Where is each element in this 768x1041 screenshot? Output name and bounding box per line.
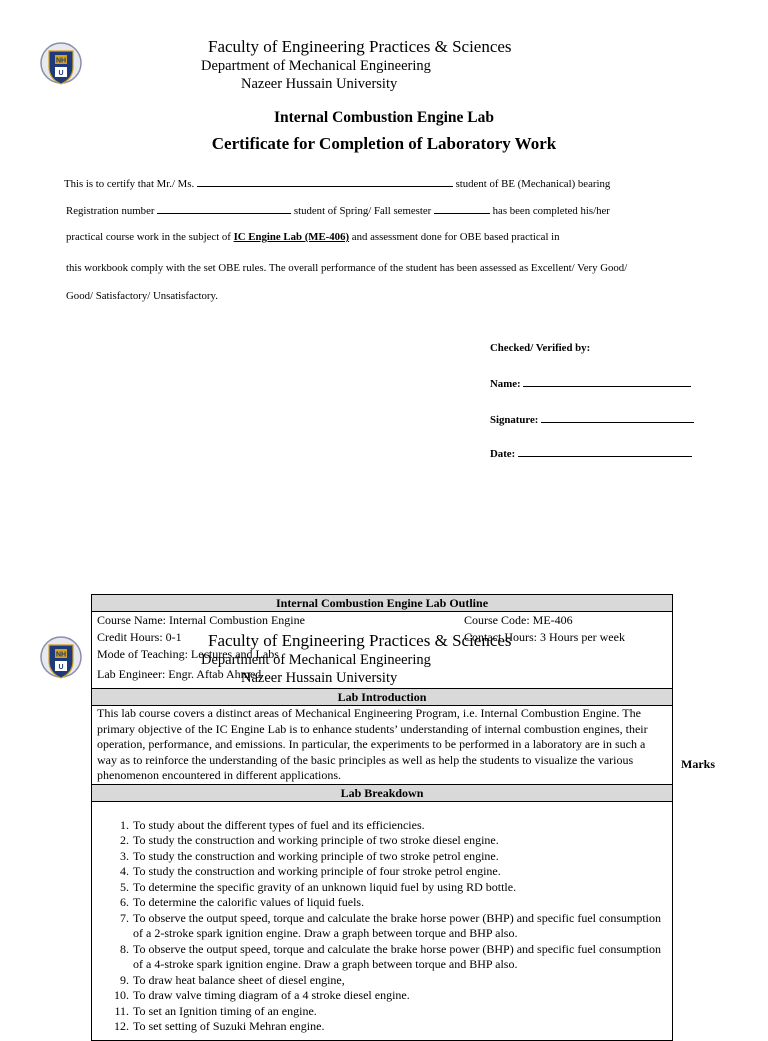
breakdown-item bbox=[114, 942, 664, 973]
lab-title: Internal Combustion Engine Lab bbox=[273, 109, 495, 126]
date-field-row bbox=[490, 447, 692, 460]
breakdown-item-number: 10. bbox=[114, 988, 129, 1002]
certificate-line-5: Good/ Satisfactory/ Unsatisfactory. bbox=[66, 290, 218, 302]
name-blank bbox=[523, 377, 691, 387]
semester-blank bbox=[434, 204, 490, 214]
svg-text:NH: NH bbox=[55, 651, 67, 659]
cert-text: This is to certify that Mr./ Ms. bbox=[64, 178, 195, 190]
signature-label: Signature: bbox=[490, 414, 539, 426]
breakdown-item-text: To observe the output speed, torque and calculate the brake horse power (BHP) and specific fuel consumption of a 4-stroke spark ignition engine. Draw a graph between torque and BHP also. bbox=[133, 941, 661, 971]
marks-label: Marks bbox=[681, 757, 715, 771]
cert-text: and assessment done for OBE based practical in bbox=[351, 231, 560, 243]
lab-engineer: Lab Engineer: Engr. Aftab Ahmed bbox=[97, 667, 262, 681]
course-name: Course Name: Internal Combustion Engine bbox=[97, 613, 305, 627]
cert-text: Registration number bbox=[66, 205, 155, 217]
cert-text: student of BE (Mechanical) bearing bbox=[455, 178, 611, 190]
breakdown-item-number: 1. bbox=[120, 817, 129, 832]
breakdown-list bbox=[92, 802, 672, 1040]
faculty-name: Faculty of Engineering Practices & Sciences bbox=[208, 37, 512, 56]
breakdown-item-number: 6. bbox=[120, 895, 129, 909]
faculty-name-overlay: Faculty of Engineering Practices & Sciences bbox=[208, 631, 512, 650]
cert-text: student of Spring/ Fall semester bbox=[293, 205, 432, 217]
cert-text: has been completed his/her bbox=[492, 205, 610, 217]
certificate-line-2 bbox=[66, 204, 610, 217]
date-blank bbox=[518, 447, 692, 457]
breakdown-item bbox=[114, 849, 664, 865]
university-crest-icon bbox=[40, 41, 82, 87]
breakdown-item-text: To determine the specific gravity of an unknown liquid fuel by using RD bottle. bbox=[133, 879, 517, 894]
breakdown-item-number: 8. bbox=[120, 941, 129, 956]
breakdown-heading: Lab Breakdown bbox=[92, 785, 672, 802]
breakdown-item-text: To set an Ignition timing of an engine. bbox=[133, 1003, 317, 1018]
signature-field-row bbox=[490, 413, 694, 426]
breakdown-item-text: To study the construction and working principle of two stroke petrol engine. bbox=[133, 848, 499, 863]
breakdown-item bbox=[114, 833, 664, 849]
student-name-blank bbox=[197, 177, 453, 187]
outline-title: Internal Combustion Engine Lab Outline bbox=[92, 595, 672, 612]
breakdown-item bbox=[114, 973, 664, 989]
contact-hours: Contact Hours: 3 Hours per week bbox=[464, 630, 625, 644]
name-label: Name: bbox=[490, 378, 521, 390]
university-crest-icon bbox=[40, 635, 82, 681]
breakdown-item-text: To determine the calorific values of liquid fuels. bbox=[133, 895, 365, 909]
breakdown-item-number: 5. bbox=[120, 879, 129, 894]
university-logo bbox=[40, 41, 82, 87]
breakdown-item-text: To study the construction and working principle of four stroke petrol engine. bbox=[133, 864, 501, 878]
department-name: Department of Mechanical Engineering bbox=[201, 58, 431, 74]
department-name-overlay: Department of Mechanical Engineering bbox=[201, 652, 431, 668]
certificate-title: Certificate for Completion of Laboratory Work bbox=[211, 134, 557, 153]
breakdown-item bbox=[114, 864, 664, 880]
mode-of-teaching: Mode of Teaching: Lectures and Labs bbox=[97, 647, 279, 661]
breakdown-item bbox=[114, 911, 664, 942]
breakdown-item-number: 4. bbox=[120, 864, 129, 878]
registration-blank bbox=[157, 204, 291, 214]
university-name: Nazeer Hussain University bbox=[241, 76, 398, 92]
certificate-line-3 bbox=[66, 231, 560, 243]
university-logo-overlay bbox=[40, 635, 82, 681]
date-label: Date: bbox=[490, 448, 516, 460]
checked-verified-label: Checked/ Verified by: bbox=[490, 342, 591, 354]
breakdown-item-text: To observe the output speed, torque and calculate the brake horse power (BHP) and specific fuel consumption of a 2-stroke spark ignition engine. Draw a graph between torque and BHP also. bbox=[133, 910, 661, 940]
certificate-line-1 bbox=[64, 177, 610, 190]
svg-text:NH: NH bbox=[55, 57, 67, 65]
svg-text:U: U bbox=[58, 70, 64, 77]
signature-blank bbox=[541, 413, 694, 423]
certificate-line-4: this workbook comply with the set OBE rules. The overall performance of the student has been assessed as Excellent/ Very Good/ bbox=[66, 262, 628, 274]
breakdown-item bbox=[114, 880, 664, 896]
breakdown-item-number: 3. bbox=[120, 848, 129, 863]
breakdown-item bbox=[114, 1004, 664, 1020]
course-code: Course Code: ME-406 bbox=[464, 613, 573, 627]
course-name-underlined: IC Engine Lab (ME-406) bbox=[233, 231, 350, 243]
university-name-overlay: Nazeer Hussain University bbox=[241, 670, 398, 686]
credit-hours: Credit Hours: 0-1 bbox=[97, 630, 182, 644]
breakdown-item-number: 12. bbox=[114, 1019, 129, 1033]
breakdown-item-text: To study the construction and working principle of two stroke diesel engine. bbox=[133, 833, 499, 847]
intro-text: This lab course covers a distinct areas of Mechanical Engineering Program, i.e. Internal Combustion Engine. The primary objective of the IC Engine Lab is to enhance students’ understanding of internal combustion engines, their operation, performance, and emissions. In particular, the experiments to be performed in a laboratory are in such a way as to reinforce the understanding of the basic principles as well as help the students to visualize the various phenomenon encountered in different applications. bbox=[92, 706, 672, 785]
breakdown-item bbox=[114, 988, 664, 1004]
breakdown-item-number: 9. bbox=[120, 972, 129, 987]
breakdown-item-text: To draw heat balance sheet of diesel engine, bbox=[133, 972, 345, 987]
breakdown-item-text: To set setting of Suzuki Mehran engine. bbox=[133, 1019, 325, 1033]
breakdown-item-number: 11. bbox=[114, 1003, 129, 1018]
breakdown-item bbox=[114, 1019, 664, 1035]
svg-text:U: U bbox=[58, 664, 64, 671]
breakdown-item bbox=[114, 818, 664, 834]
name-field-row bbox=[490, 377, 691, 390]
cert-text: practical course work in the subject of bbox=[66, 231, 231, 243]
breakdown-item-text: To draw valve timing diagram of a 4 stroke diesel engine. bbox=[133, 988, 410, 1002]
intro-heading: Lab Introduction bbox=[92, 689, 672, 706]
breakdown-item bbox=[114, 895, 664, 911]
breakdown-item-number: 7. bbox=[120, 910, 129, 925]
breakdown-item-text: To study about the different types of fuel and its efficiencies. bbox=[133, 817, 425, 832]
breakdown-item-number: 2. bbox=[120, 833, 129, 847]
